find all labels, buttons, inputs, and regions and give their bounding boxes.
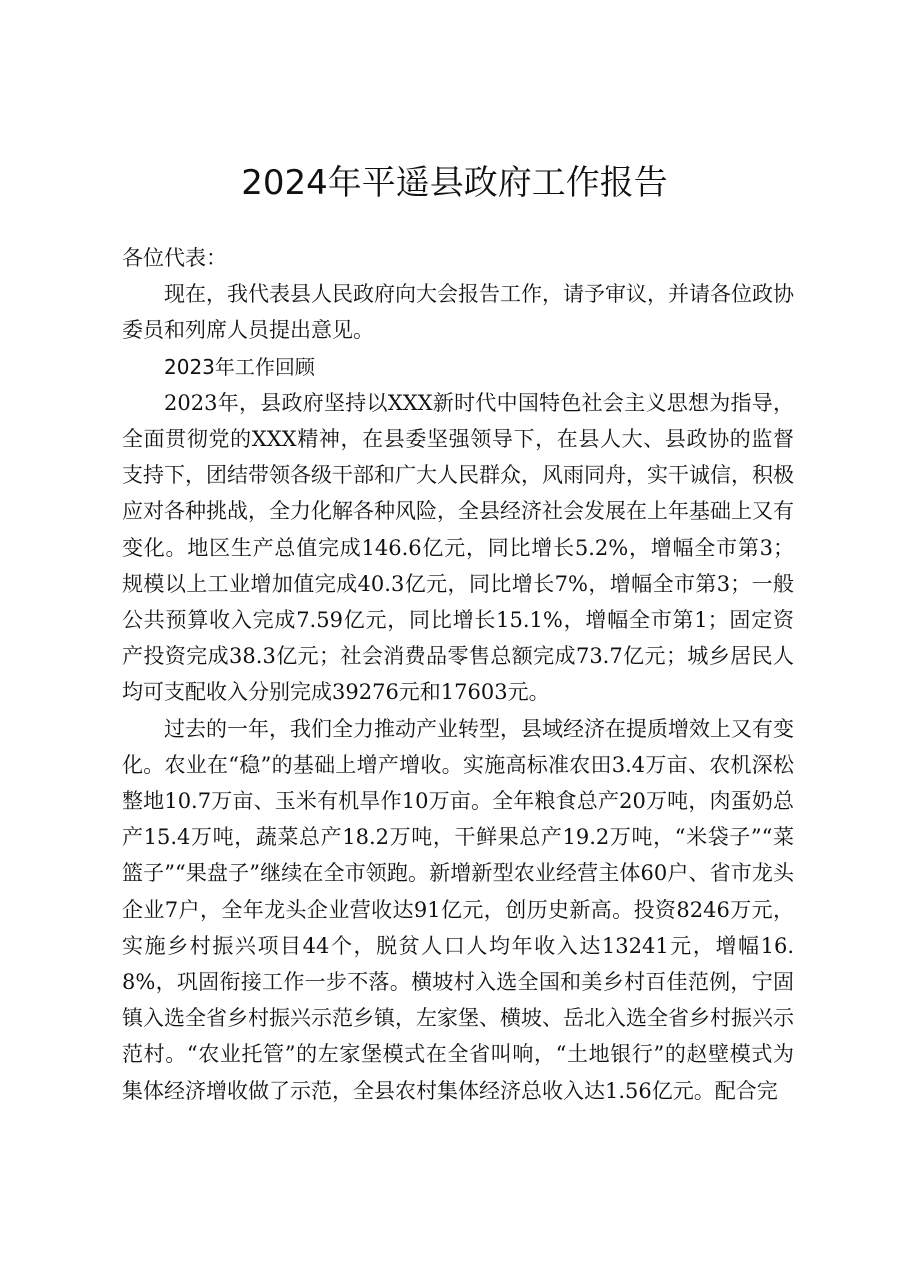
document-title: 2024年平遥县政府工作报告 xyxy=(241,163,668,203)
body-paragraph-2: 过去的一年，我们全力推动产业转型，县域经济在提质增效上又有变化。农业在“稳”的基础上增产增收。实施高标准农田3.4万亩、农机深松整地10.7万亩、玉米有机旱作10万亩。全年粮食总产20万吨，肉蛋奶总产15.4万吨，蔬菜总产18.2万吨，干鲜果总产19.2万吨，“米袋子”“菜篮子”“果盘子”继续在全市领跑。新增新型农业经营主体60户、省市龙头企业7户，全年龙头企业营收达91亿元，创历史新高。投资8246万元，实施乡村振兴项目44个，脱贫人口人均年收入达13241元，增幅16.8%，巩固衔接工作一步不落。横坡村入选全国和美乡村百佳范例，宁固镇入选全省乡村振兴示范乡镇，左家堡、横坡、岳北入选全省乡村振兴示范村。“农业托管”的左家堡模式在全省叫响，“土地银行”的赵壁模式为集体经济增收做了示范，全县农村集体经济总收入达1.56亿元。配合完 xyxy=(122,716,794,1103)
section-heading: 2023年工作回顾 xyxy=(164,354,315,379)
intro-paragraph: 现在，我代表县人民政府向大会报告工作，请予审议，并请各位政协委员和列席人员提出意见。 xyxy=(122,282,794,343)
document-body xyxy=(122,240,794,1109)
body-paragraph-1: 2023年，县政府坚持以XXX新时代中国特色社会主义思想为指导，全面贯彻党的XXX精神，在县委坚强领导下，在县人大、县政协的监督支持下，团结带领各级干部和广大人民群众，风雨同舟，实干诚信，积极应对各种挑战，全力化解各种风险，全县经济社会发展在上年基础上又有变化。地区生产总值完成146.6亿元，同比增长5.2%，增幅全市第3；规模以上工业增加值完成40.3亿元，同比增长7%，增幅全市第3；一般公共预算收入完成7.59亿元，同比增长15.1%，增幅全市第1；固定资产投资完成38.3亿元；社会消费品零售总额完成73.7亿元；城乡居民人均可支配收入分别完成39276元和17603元。 xyxy=(122,390,794,705)
salutation: 各位代表： xyxy=(122,246,227,270)
